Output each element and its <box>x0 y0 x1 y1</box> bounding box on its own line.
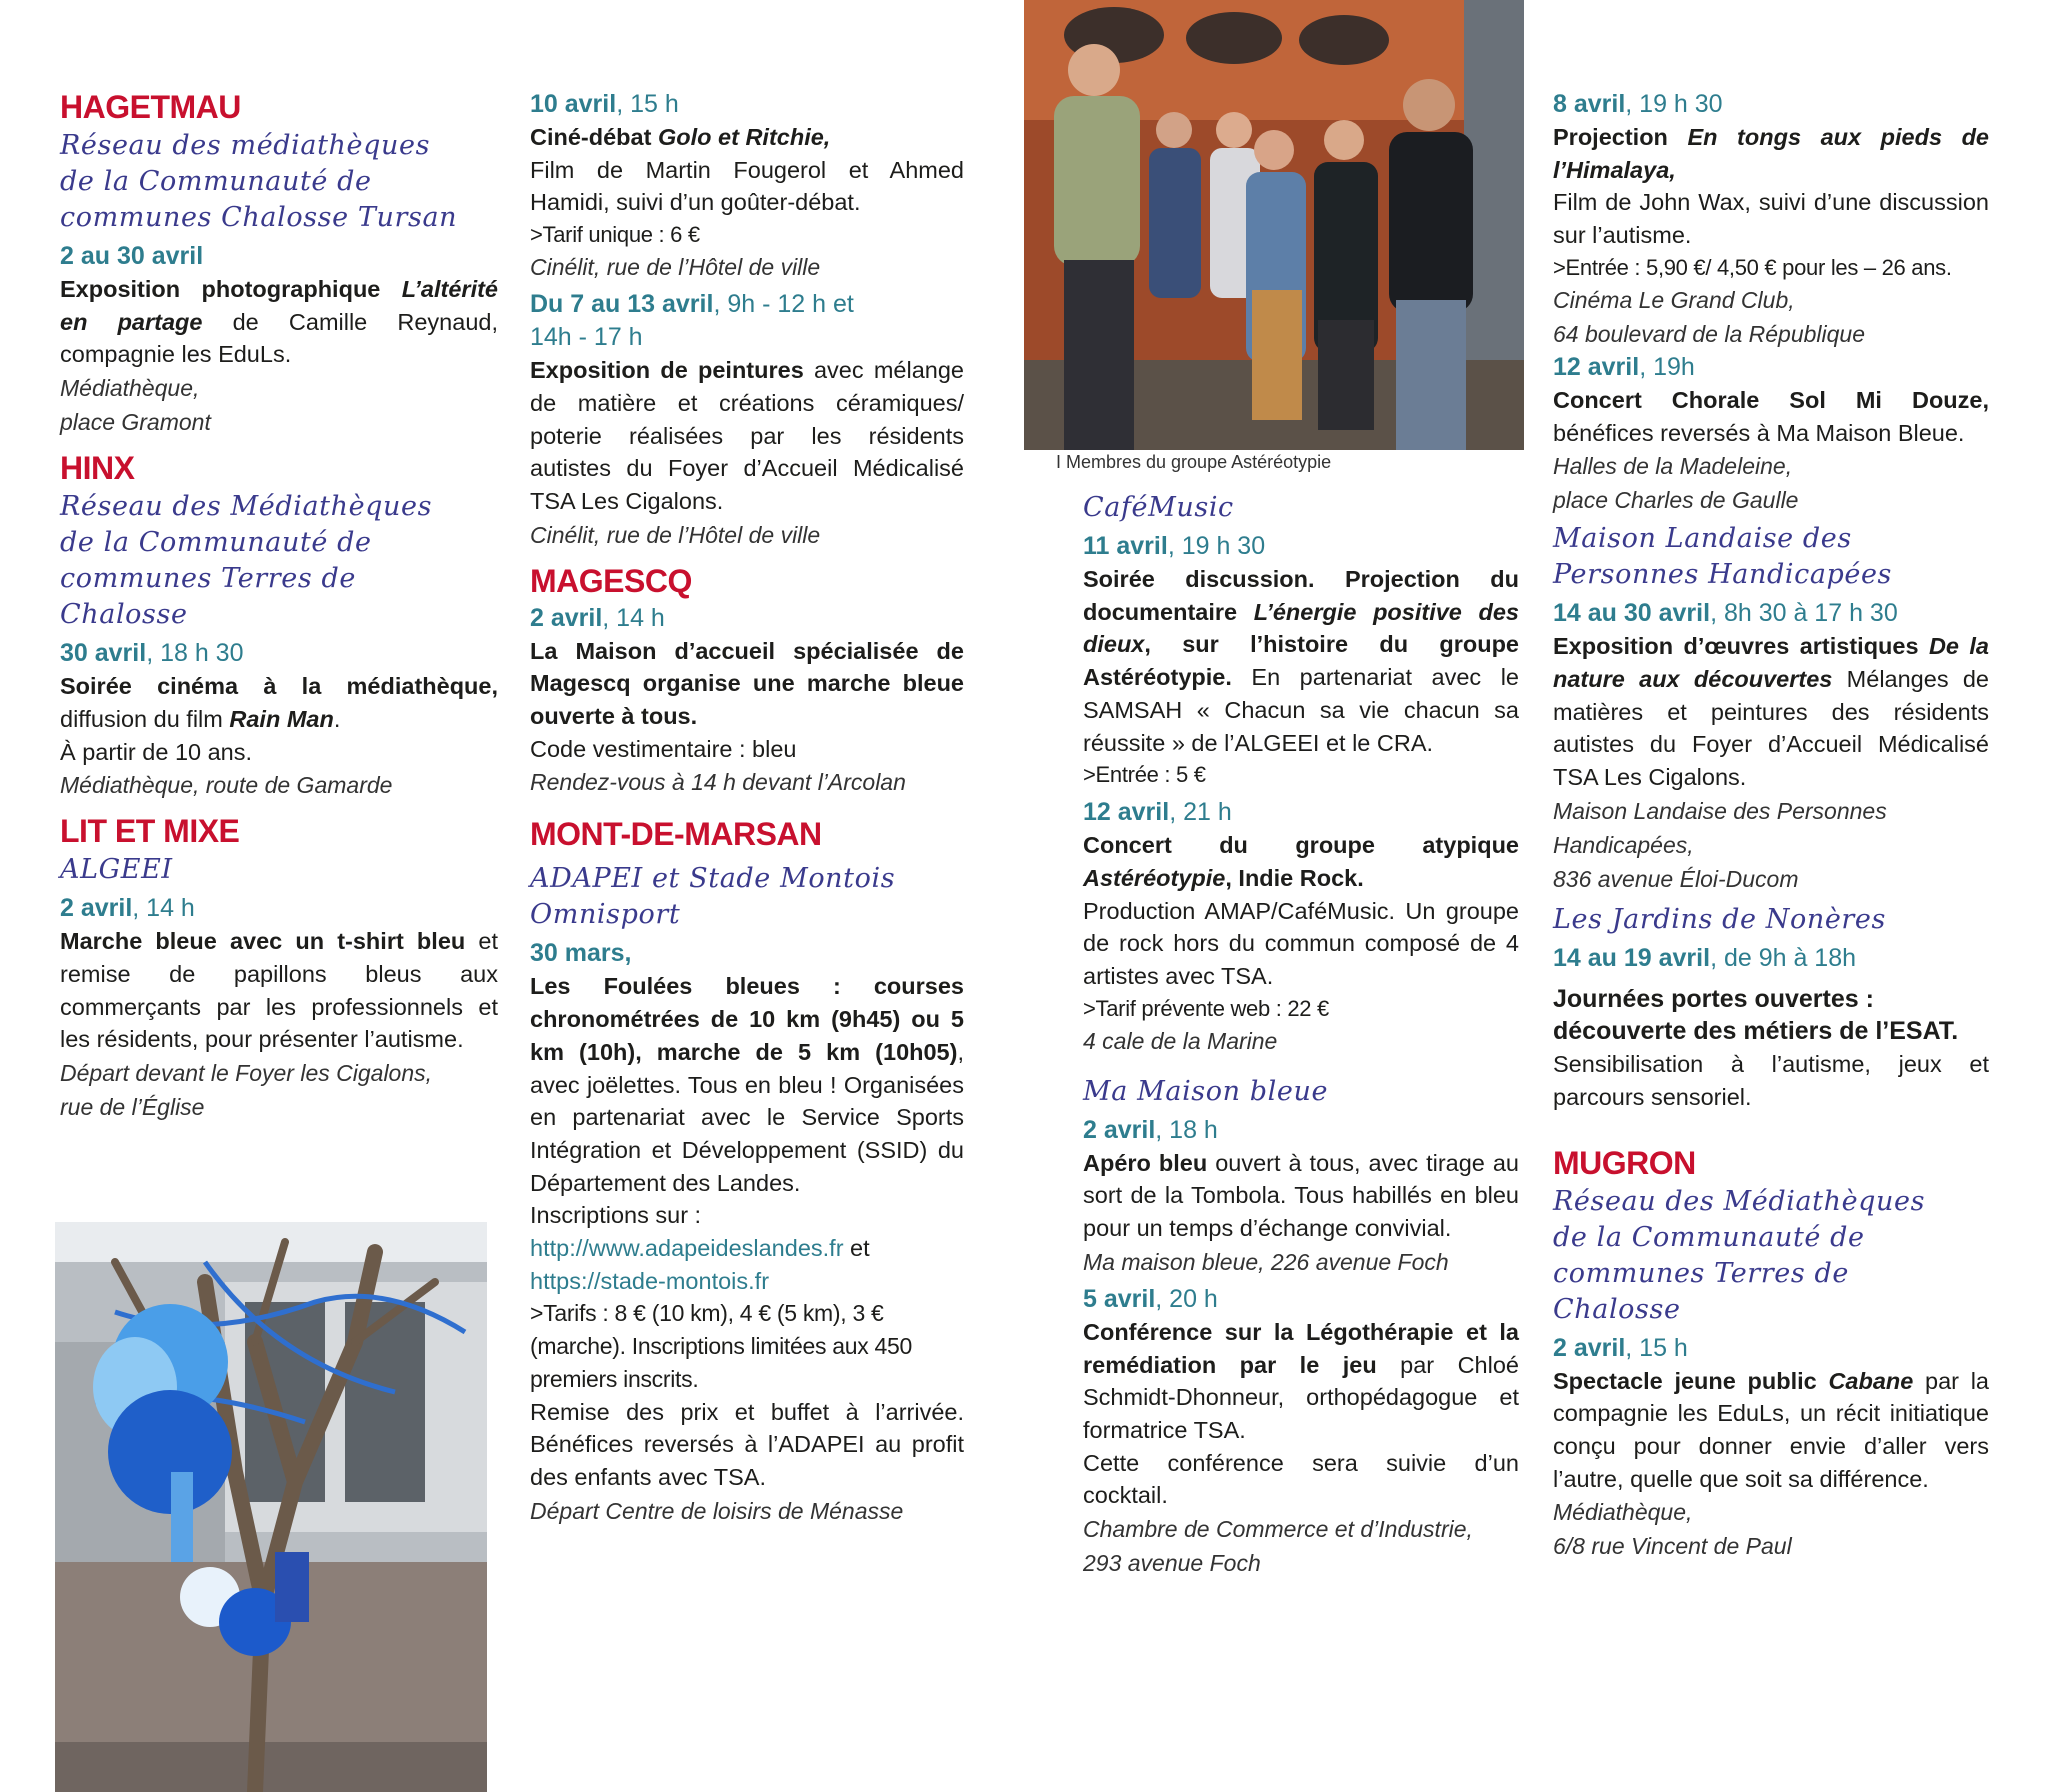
event-description: Spectacle jeune public Cabane par la compagnie les EduLs, un récit initiatique conçu pour donner envie d’aller vers l’autre, quelle que soit sa différence. <box>1553 1367 1989 1492</box>
photo-tree-balloons <box>55 1222 487 1792</box>
event-date: 30 mars, <box>530 939 632 968</box>
event-date: 12 avril, 19h <box>1553 352 1695 381</box>
adapei-link[interactable]: http://www.adapeideslandes.fr <box>530 1235 844 1262</box>
event-date: 11 avril, 19 h 30 <box>1083 532 1266 560</box>
event-location: Médiathèque, 6/8 rue Vincent de Paul <box>1553 1499 1792 1560</box>
event-description: Concert du groupe atypique Astéréotypie, Indie Rock. Production AMAP/CaféMusic. Un groupe de rock hors du commun composé de 4 artistes avec TSA. <box>1083 832 1519 990</box>
city-heading-mont-de-marsan: MONT-DE-MARSAN <box>530 816 822 853</box>
column-1 <box>60 88 498 1124</box>
event-price: >Tarif unique : 6 € <box>530 222 700 248</box>
event-location: Départ devant le Foyer les Cigalons, rue de l’Église <box>60 1060 433 1121</box>
event-date: 14 au 19 avril, de 9h à 18h <box>1553 943 1857 972</box>
org-name: CaféMusic <box>1083 492 1234 523</box>
event-date: 2 avril, 14 h <box>530 603 665 632</box>
event-description: Ciné-débat Golo et Ritchie, Film de Martin Fougerol et Ahmed Hamidi, suivi d’un goûter-débat. <box>530 124 964 216</box>
column-4 <box>1553 88 1989 1563</box>
event-description: Marche bleue avec un t-shirt bleu et remise de papillons bleus aux commerçants par les professionnels et les résidents, pour présenter l’autisme. <box>60 928 498 1053</box>
band-photo-illustration <box>1024 0 1524 450</box>
tree-balloons-illustration <box>55 1222 487 1792</box>
event-price: >Tarif prévente web : 22 € <box>1083 995 1329 1021</box>
org-name: ALGEEI <box>60 854 173 886</box>
event-description: Conférence sur la Légothérapie et la remédiation par le jeu par Chloé Schmidt-Dhonneur, orthopédagogue et formatrice TSA. Cette conférence sera suivie d’un cocktail. <box>1083 1318 1519 1509</box>
event-description: La Maison d’accueil spécialisée de Magescq organise une marche bleue ouverte à tous. Code vestimentaire : bleu <box>530 637 964 762</box>
org-name: Réseau des Médiathèques de la Communauté de communes Terres de Chalosse <box>60 491 433 631</box>
event-location: Maison Landaise des Personnes Handicapées, 836 avenue Éloi-Ducom <box>1553 797 1887 892</box>
city-heading-hinx: HINX <box>60 450 135 487</box>
event-description: Journées portes ouvertes : découverte des métiers de l’ESAT. Sensibilisation à l’autisme, jeux et parcours sensoriel. <box>1553 984 1989 1110</box>
column-3 <box>1083 490 1519 1580</box>
photo-band-astereotypie <box>1024 0 1524 450</box>
event-description: Soirée cinéma à la médiathèque, diffusion du film Rain Man. À partir de 10 ans. <box>60 673 498 765</box>
event-location: Ma maison bleue, 226 avenue Foch <box>1083 1248 1449 1275</box>
stade-montois-link[interactable]: https://stade-montois.fr <box>530 1267 770 1294</box>
org-name: Ma Maison bleue <box>1083 1075 1329 1107</box>
city-heading-lit-et-mixe: LIT ET MIXE <box>60 813 240 850</box>
event-location: Cinélit, rue de l’Hôtel de ville <box>530 521 821 548</box>
event-date: 12 avril, 21 h <box>1083 798 1232 827</box>
event-description: Soirée discussion. Projection du documentaire L’énergie positive des dieux, sur l’histoire du groupe Astéréotypie. En partenariat avec le SAMSAH « Chacun sa vie chacun sa réussite » de l’ALGEEI et le CRA. <box>1083 566 1519 756</box>
event-date: 2 au 30 avril <box>60 242 204 270</box>
event-location: Chambre de Commerce et d’Industrie, 293 avenue Foch <box>1083 1516 1473 1577</box>
event-date: Du 7 au 13 avril, 9h - 12 h et 14h - 17 h <box>530 290 854 352</box>
org-name: Réseau des Médiathèques de la Communauté de communes Terres de Chalosse <box>1553 1185 1926 1325</box>
event-date: 14 au 30 avril, 8h 30 à 17 h 30 <box>1553 599 1898 628</box>
event-location: Rendez-vous à 14 h devant l’Arcolan <box>530 769 906 796</box>
event-location: 4 cale de la Marine <box>1083 1027 1278 1054</box>
event-location: Cinélit, rue de l’Hôtel de ville <box>530 254 821 281</box>
event-description: Exposition photographique L’altérité en partage de Camille Reynaud, compagnie les EduLs. <box>60 276 498 368</box>
photo-caption: I Membres du groupe Astéréotypie <box>1056 452 1332 472</box>
event-location: Halles de la Madeleine, place Charles de Gaulle <box>1553 453 1799 514</box>
event-description: Apéro bleu ouvert à tous, avec tirage au sort de la Tombola. Tous habillés en bleu pour un temps d’échange convivial. <box>1083 1149 1520 1242</box>
event-date: 10 avril, 15 h <box>530 90 679 118</box>
event-price: >Entrée : 5 € <box>1083 762 1206 788</box>
event-description: Projection En tongs aux pieds de l’Himalaya, Film de John Wax, suivi d’une discussion sur l’autisme. <box>1553 124 1989 249</box>
org-name: Les Jardins de Nonères <box>1553 903 1886 935</box>
event-location: Médiathèque, place Gramont <box>60 375 211 436</box>
event-date: 30 avril, 18 h 30 <box>60 639 244 668</box>
org-line: Réseau des médiathèques <box>60 130 431 161</box>
event-price: >Entrée : 5,90 €/ 4,50 € pour les – 26 ans. <box>1553 254 1952 280</box>
org-line: de la Communauté de <box>60 166 372 197</box>
event-location: Cinéma Le Grand Club, 64 boulevard de la République <box>1553 286 1866 347</box>
event-price: >Tarifs : 8 € (10 km), 4 € (5 km), 3 € (marche). Inscriptions limitées aux 450 premiers inscrits. <box>530 1300 913 1392</box>
org-name: Maison Landaise des Personnes Handicapées <box>1553 523 1893 591</box>
event-date: 8 avril, 19 h 30 <box>1553 90 1723 118</box>
org-name <box>60 128 498 236</box>
org-name: ADAPEI et Stade Montois Omnisport <box>530 863 896 931</box>
event-date: 2 avril, 14 h <box>60 894 195 923</box>
event-date: 5 avril, 20 h <box>1083 1284 1218 1313</box>
event-location: Départ Centre de loisirs de Ménasse <box>530 1497 904 1524</box>
org-line: communes Chalosse Tursan <box>60 202 458 233</box>
event-date: 2 avril, 15 h <box>1553 1333 1688 1362</box>
event-note: Remise des prix et buffet à l’arrivée. Bénéfices reversés à l’ADAPEI au profit des enfants avec TSA. <box>530 1398 964 1490</box>
event-description: Les Foulées bleues : courses chronométrées de 10 km (9h45) ou 5 km (10h), marche de 5 km (10h05), avec joëlettes. Tous en bleu ! Organisées en partenariat avec le Service Sports Intégration et Développement (SSID) du Département des Landes. Inscriptions sur : http://www.adapeideslandes.fr et https://stade-montois.fr <box>530 973 964 1294</box>
column-2 <box>530 88 964 1528</box>
event-description: Exposition d’œuvres artistiques De la nature aux découvertes Mélanges de matières et peintures des résidents autistes du Foyer d’Accueil Médicalisé TSA Les Cigalons. <box>1553 633 1990 791</box>
city-heading-magescq: MAGESCQ <box>530 562 692 599</box>
city-heading-mugron: MUGRON <box>1553 1144 1696 1181</box>
event-description: Concert Chorale Sol Mi Douze, bénéfices reversés à Ma Maison Bleue. <box>1553 386 1989 446</box>
event-date: 2 avril, 18 h <box>1083 1115 1218 1144</box>
event-description: Exposition de peintures avec mélange de matière et créations céramiques/ poterie réalisées par les résidents autistes du Foyer d’Accueil Médicalisé TSA Les Cigalons. <box>530 357 964 514</box>
event-location: Médiathèque, route de Gamarde <box>60 772 393 799</box>
city-heading-hagetmau: HAGETMAU <box>60 89 241 125</box>
